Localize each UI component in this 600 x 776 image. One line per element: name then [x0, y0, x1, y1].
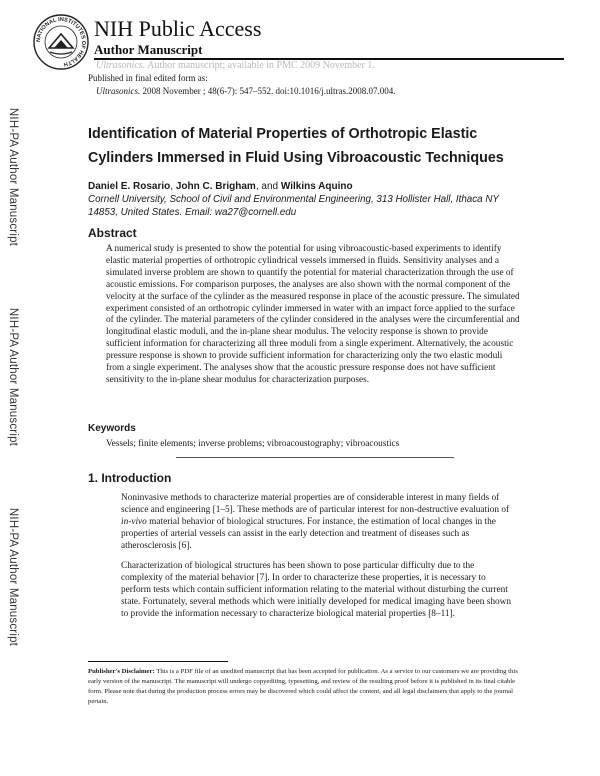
abstract-text: A numerical study is presented to show the potential for using vibroacoustic-based experiments to identify elastic material properties of orthotropic cylindrical vessels immersed in fluids. Sensitivity analyses and a simulated inverse problem are shown to quantify the potential for material characterization through the use of acoustic emissions. For comparison purposes, the analyses are also shown with the normal component of the velocity at the surface of the cylinder as the measured response in place of the acoustic pressure. The simulated experiment consisted of an orthotropic cylinder immersed in water with an impact force applied to the surface of the cylinder. The material parameters of the cylinder considered in the analyses were the circumferential and longitudinal elastic moduli, and the in-plane shear modulus. The velocity response is shown to provide sufficient information for characterizing all three moduli from a single experiment. Alternatively, the acoustic pressure response is shown to provide sufficient information for characterizing only the two elastic moduli from a single experiment. The analyses show that the acoustic pressure response does not have sufficient sensitivity to the in-plane shear modulus for characterization purposes.: [106, 244, 520, 385]
section-divider: [176, 457, 454, 458]
author-name: Daniel E. Rosario: [88, 181, 171, 192]
header-subtitle: Author Manuscript: [94, 42, 203, 57]
nih-seal-icon: [33, 14, 89, 70]
footnote-divider: [88, 661, 228, 662]
introduction-paragraph-2: Characterization of biological structures has been shown to pose particular difficulty due to the complexity of the material behavior [7]. In order to characterize these properties, it is necessary to perform tests which contain sufficient information relating to the material without disturbing the current state. Fortunately, several methods which were initially developed for medical imaging have been shown to provide the information necessary to characterize biological material properties [8–11].: [121, 561, 512, 619]
citation-journal: Ultrasonics.: [96, 86, 141, 96]
author-separator: , and: [255, 181, 281, 192]
publication-citation: [96, 86, 396, 96]
introduction-paragraph-1: Noninvasive methods to characterize material properties are of considerable interest in many fields of science and engineering [1–5]. These methods are of particular interest for non-destructive evaluation of in-vivo material behavior of biological structures. For instance, the estimation of local changes in the properties of arterial vessels can assist in the early detection and treatment of diseases such as atherosclerosis [6].: [121, 493, 510, 551]
disclaimer-label: Publisher's Disclaimer:: [88, 668, 155, 675]
sidebar-label-1: NIH-PA Author Manuscript: [7, 107, 19, 247]
publisher-disclaimer: [88, 667, 518, 707]
sidebar-label-3: NIH-PA Author Manuscript: [7, 507, 19, 647]
seal-ring-text: NATIONAL INSTITUTES OF HEALTH: [35, 16, 87, 67]
header-title: NIH Public Access: [94, 16, 262, 41]
emphasis-text: in-vivo: [121, 516, 147, 527]
sidebar-label-2: NIH-PA Author Manuscript: [7, 307, 19, 447]
disclaimer-text: This is a PDF file of an unedited manuscript that has been accepted for publication. As a service to our customers we are providing this early version of the manuscript. The manuscript will undergo copyediting, typesetting, and review of the resulting proof before it is published in its final citable form. Please note that during the production process errors may be discovered which could affect the content, and all legal disclaimers that apply to the journal pertain.: [88, 668, 518, 705]
author-list: [88, 181, 353, 192]
header-note-text: Author manuscript; available in PMC 2009 November 1.: [145, 60, 375, 71]
author-affiliation: Cornell University, School of Civil and Environmental Engineering, 313 Hollister Hall, Ithaca NY 14853, United States. Email: wa27@cornell.edu: [88, 194, 499, 218]
header-note-journal: Ultrasonics.: [96, 60, 146, 71]
keywords-list: Vessels; finite elements; inverse problems; vibroacoustography; vibroacoustics: [106, 439, 400, 449]
publication-line: Published in final edited form as:: [88, 73, 208, 83]
author-name: Wilkins Aquino: [280, 181, 353, 192]
introduction-heading: 1. Introduction: [88, 471, 172, 485]
header-note: [96, 60, 375, 71]
article-title: Identification of Material Properties of Orthotropic Elastic Cylinders Immersed in Fluid Using Vibroacoustic Techniques: [88, 126, 504, 166]
author-separator: ,: [170, 181, 176, 192]
citation-details: 2008 November ; 48(6-7): 547–552. doi:10.1016/j.ultras.2008.07.004.: [140, 86, 396, 96]
author-name: John C. Brigham: [175, 181, 256, 192]
abstract-heading: Abstract: [88, 226, 137, 240]
keywords-heading: Keywords: [88, 423, 136, 434]
